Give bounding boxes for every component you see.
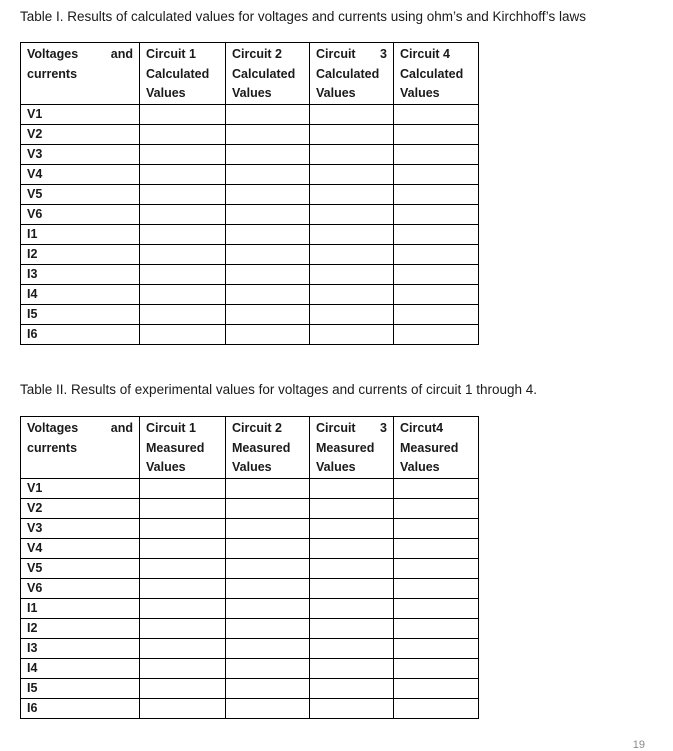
table-cell bbox=[394, 144, 479, 164]
table-cell bbox=[310, 698, 394, 718]
table-cell bbox=[140, 264, 226, 284]
table-cell bbox=[310, 124, 394, 144]
table-row bbox=[21, 658, 479, 678]
header-line: Circuit 2 bbox=[232, 47, 283, 61]
table-cell bbox=[140, 518, 226, 538]
table-cell bbox=[394, 638, 479, 658]
table-cell bbox=[226, 598, 310, 618]
header-circuit-2 bbox=[226, 43, 310, 105]
table-cell bbox=[310, 498, 394, 518]
row-label: I5 bbox=[21, 678, 140, 698]
table-cell bbox=[394, 104, 479, 124]
row-label: I2 bbox=[21, 618, 140, 638]
table-row bbox=[21, 104, 479, 124]
row-label: V3 bbox=[21, 144, 140, 164]
row-label: I6 bbox=[21, 324, 140, 344]
page-number: 19 bbox=[632, 739, 645, 751]
header-word: Circuit bbox=[316, 421, 356, 435]
row-label: V6 bbox=[21, 204, 140, 224]
table-cell bbox=[310, 164, 394, 184]
row-label: V4 bbox=[21, 538, 140, 558]
header-line: Measured bbox=[146, 440, 205, 455]
table-cell bbox=[140, 104, 226, 124]
table-cell bbox=[226, 478, 310, 498]
table-cell bbox=[226, 498, 310, 518]
table-cell bbox=[226, 578, 310, 598]
table-cell bbox=[140, 638, 226, 658]
table-cell bbox=[394, 678, 479, 698]
table-cell bbox=[310, 284, 394, 304]
table-cell bbox=[394, 264, 479, 284]
table-body bbox=[21, 104, 479, 344]
header-line: Circuit 1 bbox=[146, 47, 197, 61]
table-cell bbox=[394, 284, 479, 304]
table-row bbox=[21, 698, 479, 718]
header-line: Values bbox=[232, 460, 272, 474]
table-cell bbox=[310, 558, 394, 578]
header-word: Voltages bbox=[27, 421, 79, 435]
table-cell bbox=[394, 658, 479, 678]
table-cell bbox=[226, 638, 310, 658]
table-cell bbox=[310, 304, 394, 324]
table-cell bbox=[310, 478, 394, 498]
header-line: Values bbox=[400, 86, 440, 100]
header-word: and bbox=[110, 47, 133, 61]
header-circuit-4 bbox=[394, 417, 479, 479]
table-cell bbox=[226, 324, 310, 344]
table-cell bbox=[140, 144, 226, 164]
calculated-values-table bbox=[20, 42, 479, 345]
table-row bbox=[21, 244, 479, 264]
header-line: Circuit 1 bbox=[146, 421, 197, 435]
table-cell bbox=[226, 678, 310, 698]
header-line: Circuit 4 bbox=[400, 47, 451, 61]
table-cell bbox=[394, 478, 479, 498]
table-cell bbox=[140, 478, 226, 498]
table-cell bbox=[310, 538, 394, 558]
table-cell bbox=[310, 598, 394, 618]
header-line: Measured bbox=[400, 440, 459, 455]
header-circuit-4 bbox=[394, 43, 479, 105]
table-cell bbox=[140, 658, 226, 678]
row-label: V5 bbox=[21, 184, 140, 204]
header-circuit-2 bbox=[226, 417, 310, 479]
table-cell bbox=[226, 304, 310, 324]
table-row bbox=[21, 638, 479, 658]
table-cell bbox=[226, 204, 310, 224]
table-cell bbox=[226, 618, 310, 638]
header-voltages-currents bbox=[21, 417, 140, 479]
table-cell bbox=[310, 518, 394, 538]
row-label: V6 bbox=[21, 578, 140, 598]
table-row bbox=[21, 324, 479, 344]
header-line: Values bbox=[146, 86, 186, 100]
table-cell bbox=[310, 184, 394, 204]
table-row bbox=[21, 224, 479, 244]
row-label: I4 bbox=[21, 658, 140, 678]
row-label: I1 bbox=[21, 598, 140, 618]
row-label: V1 bbox=[21, 104, 140, 124]
header-line: Circuit 2 bbox=[232, 421, 283, 435]
table-row bbox=[21, 124, 479, 144]
table-cell bbox=[394, 538, 479, 558]
header-line: Values bbox=[146, 460, 186, 474]
header-word: Voltages bbox=[27, 47, 79, 61]
table-cell bbox=[310, 638, 394, 658]
table-cell bbox=[226, 264, 310, 284]
table-cell bbox=[394, 184, 479, 204]
table-cell bbox=[226, 244, 310, 264]
table-cell bbox=[140, 578, 226, 598]
table-cell bbox=[310, 578, 394, 598]
table-row bbox=[21, 538, 479, 558]
table-cell bbox=[140, 124, 226, 144]
table-cell bbox=[226, 284, 310, 304]
header-circuit-3 bbox=[310, 43, 394, 105]
row-label: I3 bbox=[21, 264, 140, 284]
table-row bbox=[21, 618, 479, 638]
row-label: I2 bbox=[21, 244, 140, 264]
header-line: Measured bbox=[232, 440, 291, 455]
header-line: Calculated bbox=[316, 66, 380, 81]
table-cell bbox=[310, 104, 394, 124]
table-row bbox=[21, 284, 479, 304]
header-circuit-1 bbox=[140, 43, 226, 105]
table-row bbox=[21, 144, 479, 164]
header-row bbox=[21, 43, 479, 105]
table-row bbox=[21, 204, 479, 224]
table-cell bbox=[226, 558, 310, 578]
table-cell bbox=[394, 518, 479, 538]
table-row bbox=[21, 498, 479, 518]
table-row bbox=[21, 558, 479, 578]
table-cell bbox=[394, 558, 479, 578]
table-cell bbox=[140, 618, 226, 638]
table-cell bbox=[140, 164, 226, 184]
measured-values-table bbox=[20, 416, 479, 719]
header-word: currents bbox=[27, 66, 78, 81]
table-cell bbox=[226, 538, 310, 558]
table-cell bbox=[226, 184, 310, 204]
header-word: 3 bbox=[380, 421, 387, 435]
header-circuit-1 bbox=[140, 417, 226, 479]
header-word: Circuit bbox=[316, 47, 356, 61]
row-label: I3 bbox=[21, 638, 140, 658]
table-cell bbox=[394, 304, 479, 324]
table-row bbox=[21, 598, 479, 618]
table-cell bbox=[310, 264, 394, 284]
table-cell bbox=[140, 184, 226, 204]
table-cell bbox=[226, 224, 310, 244]
table-row bbox=[21, 478, 479, 498]
table-cell bbox=[394, 598, 479, 618]
table-cell bbox=[140, 698, 226, 718]
table-cell bbox=[310, 678, 394, 698]
header-circuit-3 bbox=[310, 417, 394, 479]
table-cell bbox=[226, 518, 310, 538]
row-label: I5 bbox=[21, 304, 140, 324]
table-row bbox=[21, 164, 479, 184]
table-cell bbox=[226, 104, 310, 124]
table-cell bbox=[394, 164, 479, 184]
table-body bbox=[21, 478, 479, 718]
table-cell bbox=[140, 678, 226, 698]
table-row bbox=[21, 518, 479, 538]
table-cell bbox=[140, 598, 226, 618]
table-cell bbox=[394, 324, 479, 344]
table-cell bbox=[140, 244, 226, 264]
header-line: Values bbox=[316, 460, 356, 474]
table-row bbox=[21, 304, 479, 324]
row-label: I4 bbox=[21, 284, 140, 304]
table-row bbox=[21, 184, 479, 204]
table-cell bbox=[310, 144, 394, 164]
table-cell bbox=[394, 498, 479, 518]
table-cell bbox=[140, 284, 226, 304]
table-cell bbox=[140, 304, 226, 324]
header-line: Calculated bbox=[400, 66, 464, 81]
table-cell bbox=[310, 224, 394, 244]
table-cell bbox=[310, 658, 394, 678]
table-cell bbox=[394, 578, 479, 598]
table-cell bbox=[226, 144, 310, 164]
header-line: Values bbox=[232, 86, 272, 100]
table-cell bbox=[310, 324, 394, 344]
header-line: Calculated bbox=[232, 66, 296, 81]
row-label: V1 bbox=[21, 478, 140, 498]
header-word: currents bbox=[27, 440, 78, 455]
header-line: Measured bbox=[316, 440, 375, 455]
table-cell bbox=[394, 224, 479, 244]
header-row bbox=[21, 417, 479, 479]
row-label: V5 bbox=[21, 558, 140, 578]
table-cell bbox=[310, 204, 394, 224]
table-cell bbox=[140, 538, 226, 558]
table-cell bbox=[140, 498, 226, 518]
table-cell bbox=[226, 658, 310, 678]
row-label: I6 bbox=[21, 698, 140, 718]
table-cell bbox=[310, 618, 394, 638]
table-2-caption: Table II. Results of experimental values for voltages and currents of circuit 1 through 4. bbox=[20, 382, 538, 397]
table-cell bbox=[310, 244, 394, 264]
table-row bbox=[21, 578, 479, 598]
table-1-caption: Table I. Results of calculated values for voltages and currents using ohm’s and Kirchhoff’s laws bbox=[20, 9, 587, 24]
row-label: V4 bbox=[21, 164, 140, 184]
row-label: V2 bbox=[21, 124, 140, 144]
header-word: and bbox=[110, 421, 133, 435]
table-row bbox=[21, 678, 479, 698]
table-cell bbox=[394, 244, 479, 264]
table-cell bbox=[394, 204, 479, 224]
table-cell bbox=[140, 558, 226, 578]
header-word: 3 bbox=[380, 47, 387, 61]
table-cell bbox=[140, 324, 226, 344]
header-line: Values bbox=[400, 460, 440, 474]
table-cell bbox=[140, 204, 226, 224]
table-cell bbox=[226, 698, 310, 718]
header-voltages-currents bbox=[21, 43, 140, 105]
table-cell bbox=[226, 124, 310, 144]
table-cell bbox=[140, 224, 226, 244]
row-label: I1 bbox=[21, 224, 140, 244]
row-label: V2 bbox=[21, 498, 140, 518]
header-line: Circut4 bbox=[400, 421, 444, 435]
table-row bbox=[21, 264, 479, 284]
table-cell bbox=[394, 698, 479, 718]
table-cell bbox=[394, 124, 479, 144]
table-cell bbox=[394, 618, 479, 638]
header-line: Values bbox=[316, 86, 356, 100]
table-cell bbox=[226, 164, 310, 184]
row-label: V3 bbox=[21, 518, 140, 538]
header-line: Calculated bbox=[146, 66, 210, 81]
